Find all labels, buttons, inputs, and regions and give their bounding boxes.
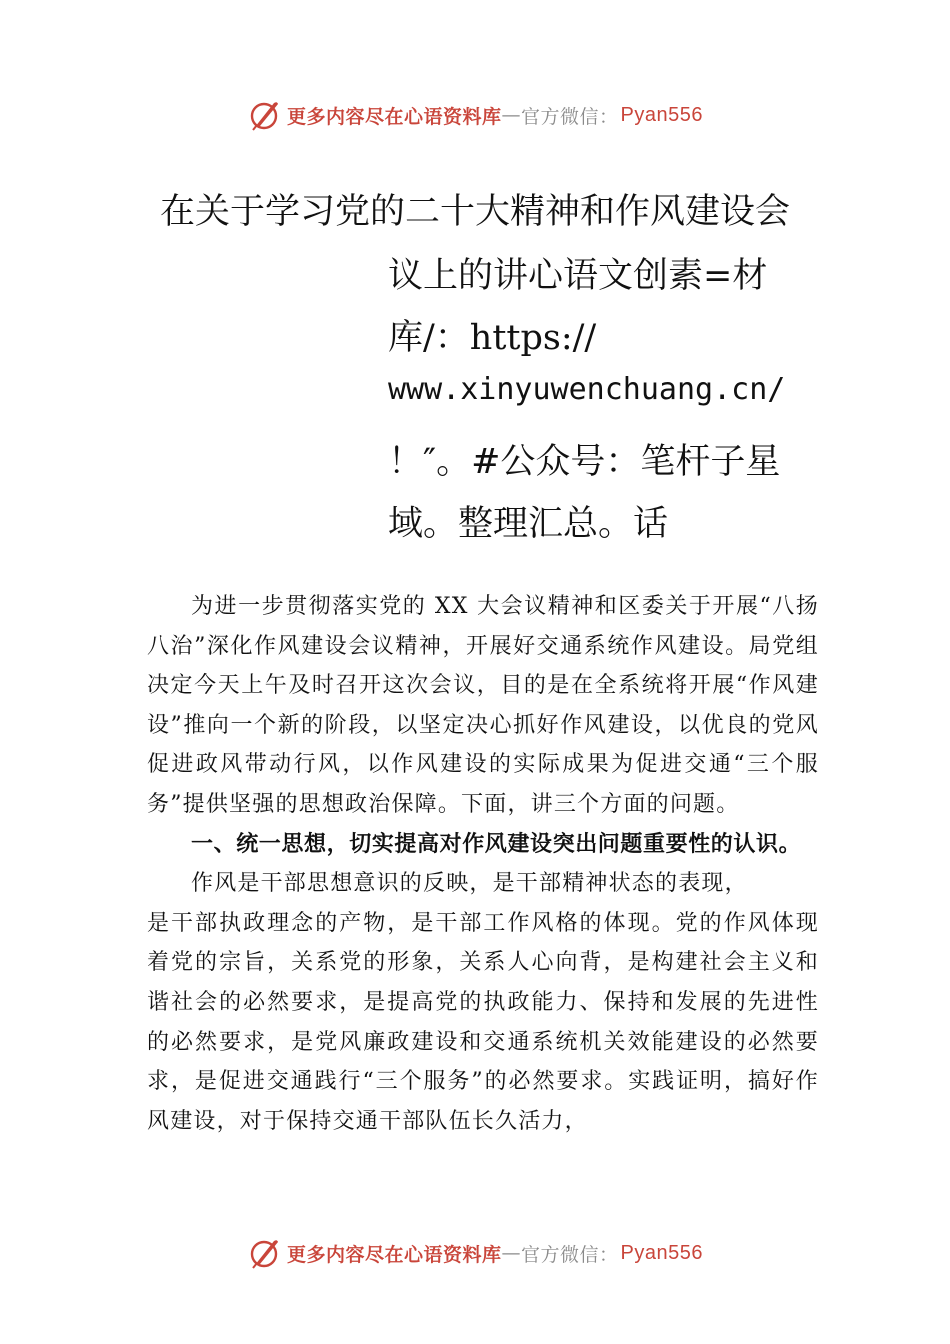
document-body <box>147 587 819 1141</box>
paragraph-2-first-line: 作风是干部思想意识的反映，是干部精神状态的表现， <box>191 871 748 897</box>
intro-paragraph: 为进一步贯彻落实党的 XX 大会议精神和区委关于开展“八扬八治”深化作风建设会议精神，开展好交通系统作风建设。局党组决定今天上午及时召开这次会议，目的是在全系统将开展“作风建设”推向一个新的阶段，以坚定决心抓好作风建设，以优良的党风促进政风带动行风，以作风建设的实际成果为促进交通“三个服务”提供坚强的思想政治保障。下面，讲三个方面的问题。 <box>147 594 819 817</box>
title-line-2: 议上的讲心语文创素=材 <box>388 256 768 296</box>
title-line-6: 域。整理汇总。话 <box>388 504 669 544</box>
watermark-main-text: 更多内容尽在心语资料库 <box>287 105 502 128</box>
watermark-dash: — <box>501 104 522 126</box>
watermark-wechat-label: 官方微信： <box>521 105 619 128</box>
watermark-main-text: 更多内容尽在心语资料库 <box>287 1243 502 1266</box>
title-line-3: 库/：https:// <box>388 318 597 358</box>
watermark-wechat-label: 官方微信： <box>521 1243 619 1266</box>
watermark-footer <box>0 1233 950 1273</box>
watermark-wechat-id: Pyan556 <box>620 103 703 126</box>
quill-logo-icon <box>247 1235 283 1271</box>
watermark-wechat-id: Pyan556 <box>620 1241 703 1264</box>
section-heading-1: 一、统一思想，切实提高对作风建设突出问题重要性的认识。 <box>191 831 802 857</box>
paragraph-2-continued: 是干部执政理念的产物，是干部工作风格的体现。党的作风体现着党的宗旨，关系党的形象，关系人心向背，是构建社会主义和谐社会的必然要求，是提高党的执政能力、保持和发展的先进性的必然要求，是党风廉政建设和交通系统机关效能建设的必然要求，是促进交通践行“三个服务”的必然要求。实践证明，搞好作风建设，对于保持交通干部队伍长久活力， <box>147 910 819 1134</box>
watermark-dash: — <box>501 1242 522 1264</box>
title-line-4: www.xinyuwenchuang.cn/ <box>388 372 786 407</box>
title-line-1: 在关于学习党的二十大精神和作风建设会 <box>160 192 791 232</box>
watermark-header <box>0 95 950 135</box>
quill-logo-icon <box>247 97 283 133</box>
title-line-5: ！″。#公众号：笔杆子星 <box>388 442 781 482</box>
